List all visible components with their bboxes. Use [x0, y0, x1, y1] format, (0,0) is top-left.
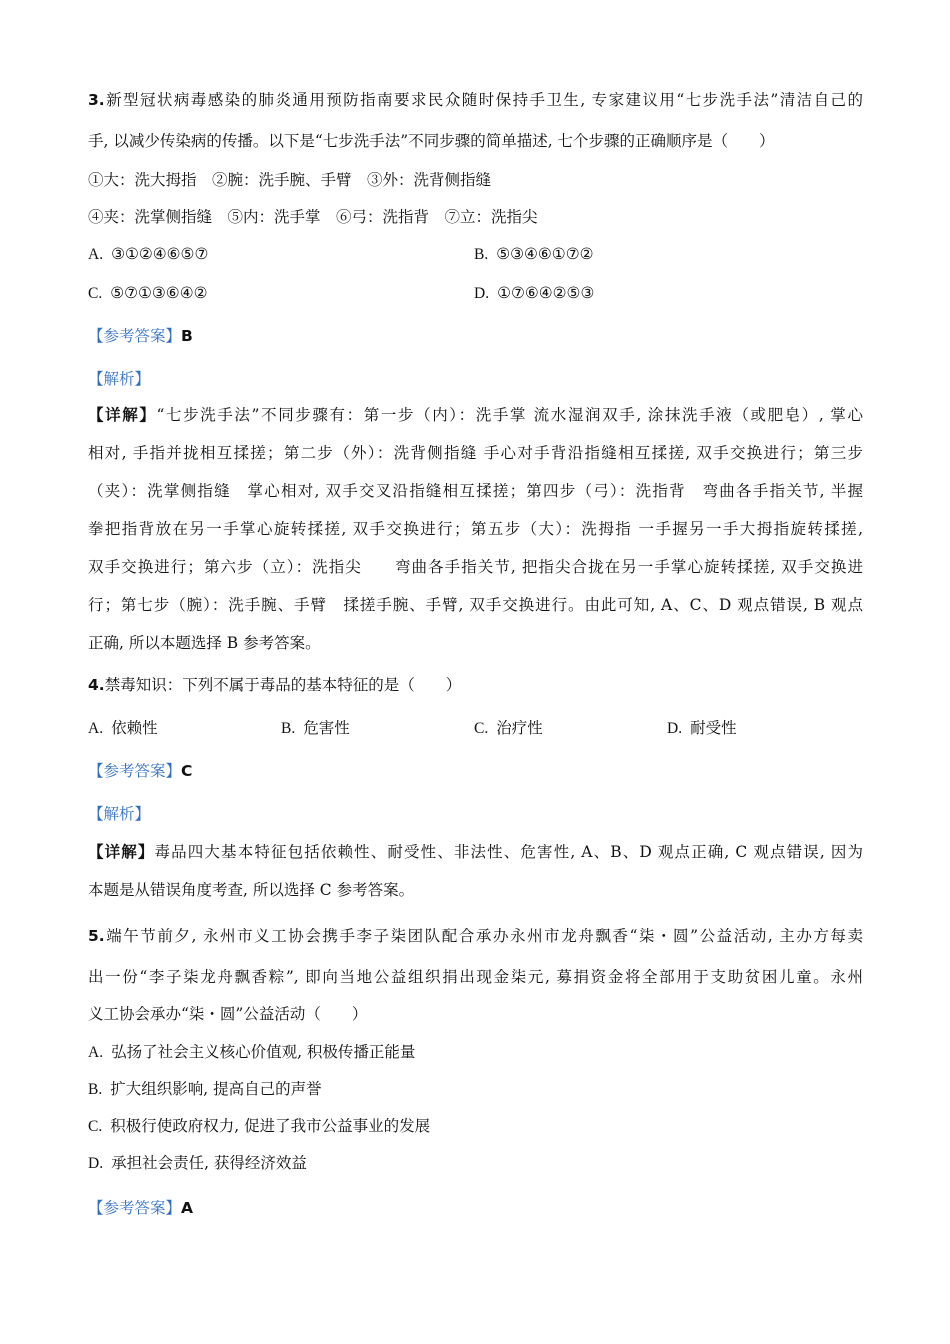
q5-stem-line-3: 义工协会承办“柒・圆”公益活动（ ） [88, 1005, 368, 1023]
q3-detail-line-1: 【详解】“七步洗手法”不同步骤有：第一步（内）：洗手掌 流水湿润双手, 涂抹洗手液（或肥皂）, 掌心 [88, 405, 863, 424]
q5-option-a: A. 弘扬了社会主义核心价值观, 积极传播正能量 [88, 1043, 416, 1061]
q4-option-a: A. 依赖性 [88, 719, 158, 737]
q4-detail-line-2: 本题是从错误角度考查, 所以选择 C 参考答案。 [88, 881, 415, 899]
q5-stem-line-1: 5.端午节前夕, 永州市义工协会携手李子柒团队配合承办永州市龙舟飘香“柒・圆”公益活动, 主办方每卖 [88, 927, 863, 945]
q5-option-c: C. 积极行使政府权力, 促进了我市公益事业的发展 [88, 1117, 431, 1135]
q3-number: 3. [88, 91, 105, 109]
q3-stem-line-1: 3.新型冠状病毒感染的肺炎通用预防指南要求民众随时保持手卫生, 专家建议用“七步洗手法”清洁自己的 [88, 91, 863, 109]
q3-detail-line-6: 行；第七步（腕）：洗手腕、手臂 揉搓手腕、手臂, 双手交换进行。由此可知, A、C、D 观点错误, B 观点 [88, 596, 863, 614]
q3-detail-line-5: 双手交换进行；第六步（立）：洗指尖 弯曲各手指关节, 把指尖合拢在另一手掌心旋转揉搓, 双手交换进 [88, 558, 863, 576]
q3-option-d: D. ①⑦⑥④②⑤③ [474, 284, 595, 302]
q3-detail-line-7: 正确, 所以本题选择 B 参考答案。 [88, 634, 321, 652]
q3-stem-line-2: 手, 以减少传染病的传播。以下是“七步洗手法”不同步骤的简单描述, 七个步骤的正确顺序是（ ） [88, 132, 775, 150]
q3-detail-line-3: （夹）：洗掌侧指缝 掌心相对, 双手交叉沿指缝相互揉搓；第四步（弓）：洗指背 弯曲各手指关节, 半握 [88, 482, 863, 500]
q3-items-line-1: ①大：洗大拇指 ②腕：洗手腕、手臂 ③外：洗背侧指缝 [88, 171, 492, 189]
q5-option-b: B. 扩大组织影响, 提高自己的声誉 [88, 1080, 322, 1098]
q3-option-b: B. ⑤③④⑥①⑦② [474, 245, 594, 263]
q4-option-b: B. 危害性 [281, 719, 350, 737]
q3-detail-line-4: 拳把指背放在另一手掌心旋转揉搓, 双手交换进行；第五步（大）：洗拇指 一手握另一手大拇指旋转揉搓, [88, 520, 863, 538]
q4-option-c: C. 治疗性 [474, 719, 543, 737]
q3-option-a: A. ③①②④⑥⑤⑦ [88, 245, 209, 263]
q3-items-line-2: ④夹：洗掌侧指缝 ⑤内：洗手掌 ⑥弓：洗指背 ⑦立：洗指尖 [88, 208, 538, 226]
q5-answer: 【参考答案】A [88, 1199, 194, 1217]
q4-detail-line-1: 【详解】毒品四大基本特征包括依赖性、耐受性、非法性、危害性, A、B、D 观点正确, C 观点错误, 因为 [88, 842, 863, 861]
q3-detail-line-2: 相对, 手指并拢相互揉搓；第二步（外）：洗背侧指缝 手心对手背沿指缝相互揉搓, 双手交换进行；第三步 [88, 444, 863, 462]
q4-number: 4. [88, 676, 105, 694]
q4-option-d: D. 耐受性 [667, 719, 737, 737]
q5-stem-line-2: 出一份“李子柒龙舟飘香粽”, 即向当地公益组织捐出现金柒元, 募捐资金将全部用于支助贫困儿童。永州 [88, 968, 863, 986]
q3-analysis-tag: 【解析】 [88, 370, 151, 388]
q4-stem: 4.禁毒知识：下列不属于毒品的基本特征的是（ ） [88, 676, 462, 694]
q5-option-d: D. 承担社会责任, 获得经济效益 [88, 1154, 307, 1172]
q5-number: 5. [88, 927, 105, 945]
q3-option-c: C. ⑤⑦①③⑥④② [88, 284, 208, 302]
q4-answer: 【参考答案】C [88, 762, 193, 780]
q3-answer: 【参考答案】B [88, 327, 193, 345]
q4-analysis-tag: 【解析】 [88, 805, 151, 823]
